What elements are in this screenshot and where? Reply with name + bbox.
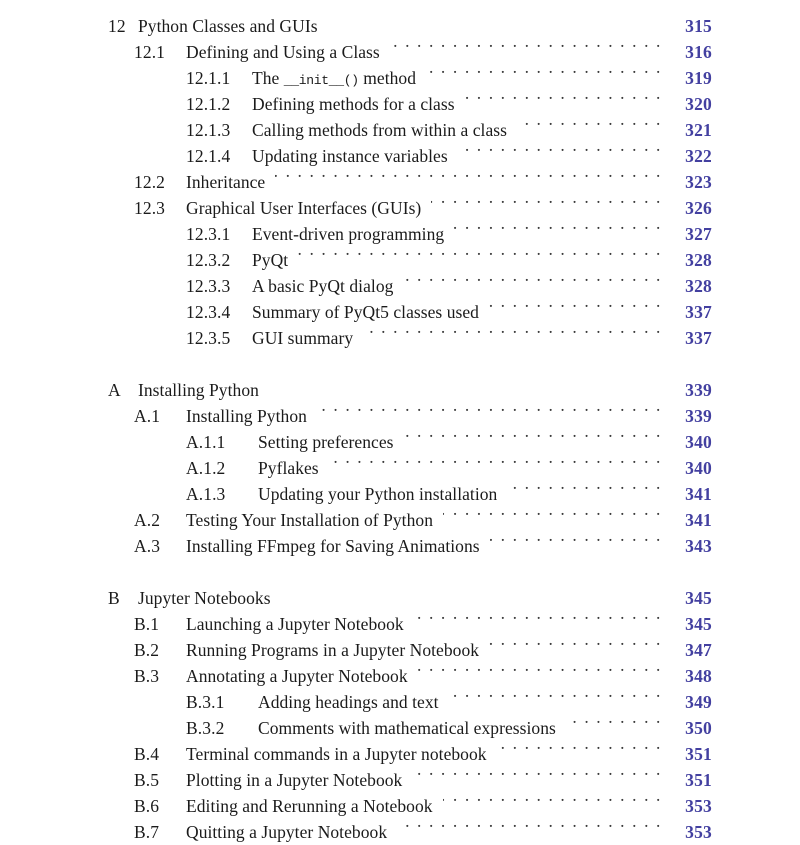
toc-page-number[interactable]: 349	[685, 692, 712, 712]
toc-entry-list	[0, 6, 800, 842]
toc-page-number[interactable]: 319	[685, 68, 712, 88]
toc-leader-dots	[454, 214, 662, 240]
toc-leader-dots	[489, 630, 662, 656]
toc-entry[interactable]	[0, 370, 800, 400]
toc-entry-number: 12.3.4	[186, 302, 231, 322]
toc-entry-title	[252, 65, 416, 94]
toc-page-number[interactable]: 340	[685, 458, 712, 478]
toc-page-number[interactable]: 353	[685, 796, 712, 816]
toc-entry-number: B.1	[134, 614, 160, 634]
toc-entry-number: A.2	[134, 510, 161, 530]
toc-leader-dots	[269, 370, 662, 396]
toc-page-number[interactable]: 328	[685, 276, 712, 296]
toc-entry-title: Inheritance	[186, 172, 266, 192]
toc-entry-number: B.3.1	[186, 692, 225, 712]
toc-leader-dots	[431, 188, 662, 214]
toc-entry-title-code: __init__()	[283, 73, 359, 88]
toc-entry-number: 12.3	[134, 198, 166, 218]
toc-entry-number: A.1.1	[186, 432, 226, 452]
toc-entry-number: 12.3.3	[186, 276, 231, 296]
toc-entry-number: B.5	[134, 770, 160, 790]
toc-entry-number: B.3	[134, 666, 160, 686]
toc-entry[interactable]	[0, 6, 800, 36]
toc-entry-number: 12.3.1	[186, 224, 231, 244]
toc-entry-number: 12.1.1	[186, 68, 231, 88]
toc-page-number[interactable]: 321	[685, 120, 712, 140]
toc-page-number[interactable]: 341	[685, 510, 712, 530]
toc-entry-title: Editing and Rerunning a Notebook	[186, 796, 433, 816]
toc-entry-title: A basic PyQt dialog	[252, 276, 394, 296]
toc-page-number[interactable]: 323	[685, 172, 712, 192]
toc-page-number[interactable]: 327	[685, 224, 712, 244]
toc-entry-title: Launching a Jupyter Notebook	[186, 614, 404, 634]
toc-entry-number: B.2	[134, 640, 160, 660]
toc-entry-title: Adding headings and text	[258, 692, 439, 712]
toc-entry-number: B	[108, 588, 120, 608]
toc-page-number[interactable]: 348	[685, 666, 712, 686]
toc-page-number[interactable]: 328	[685, 250, 712, 270]
toc-entry-number: A.1	[134, 406, 161, 426]
toc-page-number[interactable]: 351	[685, 770, 712, 790]
toc-entry-title: Installing Python	[138, 380, 259, 400]
toc-leader-dots	[281, 578, 662, 604]
toc-page-number[interactable]: 353	[685, 822, 712, 842]
toc-entry[interactable]	[0, 578, 800, 608]
toc-page-number[interactable]: 350	[685, 718, 712, 738]
toc-page-number[interactable]: 326	[685, 198, 712, 218]
toc-page-number[interactable]: 340	[685, 432, 712, 452]
toc-page-number[interactable]: 345	[685, 614, 712, 634]
toc-leader-dots	[390, 32, 662, 58]
toc-entry-title: Comments with mathematical expressions	[258, 718, 556, 738]
toc-leader-dots	[426, 58, 662, 84]
toc-page-number[interactable]: 347	[685, 640, 712, 660]
toc-page-number[interactable]: 339	[685, 380, 712, 400]
toc-entry-title: Jupyter Notebooks	[138, 588, 271, 608]
toc-entry-title: Defining and Using a Class	[186, 42, 380, 62]
toc-entry-number: B.7	[134, 822, 160, 842]
toc-page-number[interactable]: 320	[685, 94, 712, 114]
toc-leader-dots	[507, 474, 662, 500]
toc-entry-title: Defining methods for a class	[252, 94, 455, 114]
toc-leader-dots	[275, 162, 662, 188]
toc-entry-title: GUI summary	[252, 328, 354, 348]
toc-page-number[interactable]: 343	[685, 536, 712, 556]
toc-entry-number: 12.1.3	[186, 120, 231, 140]
toc-leader-dots	[443, 786, 662, 812]
toc-entry-number: A.1.3	[186, 484, 226, 504]
toc-entry-title: Graphical User Interfaces (GUIs)	[186, 198, 422, 218]
toc-leader-dots	[403, 266, 662, 292]
toc-leader-dots	[298, 240, 662, 266]
toc-leader-dots	[414, 604, 662, 630]
toc-page-number[interactable]: 339	[685, 406, 712, 426]
toc-leader-dots	[363, 318, 662, 344]
toc-page-number[interactable]: 316	[685, 42, 712, 62]
toc-entry-number: A.3	[134, 536, 161, 556]
toc-leader-dots	[465, 84, 662, 110]
toc-page-number[interactable]: 345	[685, 588, 712, 608]
toc-leader-dots	[329, 448, 662, 474]
toc-leader-dots	[490, 526, 662, 552]
toc-page-number[interactable]: 337	[685, 328, 712, 348]
toc-entry-title: Running Programs in a Jupyter Notebook	[186, 640, 480, 660]
toc-entry-title: Updating instance variables	[252, 146, 448, 166]
toc-entry-title: Python Classes and GUIs	[138, 16, 318, 36]
toc-entry-number: 12.1	[134, 42, 166, 62]
toc-entry-number: B.4	[134, 744, 160, 764]
toc-leader-dots	[404, 422, 662, 448]
toc-entry-number: 12.3.5	[186, 328, 231, 348]
toc-entry-title: Event-driven programming	[252, 224, 445, 244]
toc-leader-dots	[317, 396, 662, 422]
toc-leader-dots	[443, 500, 662, 526]
toc-leader-dots	[449, 682, 662, 708]
toc-entry-title: Plotting in a Jupyter Notebook	[186, 770, 403, 790]
toc-entry-number: A.1.2	[186, 458, 226, 478]
toc-entry-number: B.3.2	[186, 718, 225, 738]
toc-entry-number: A	[108, 380, 121, 400]
toc-entry-number: 12.1.4	[186, 146, 231, 166]
toc-leader-dots	[397, 812, 662, 838]
toc-entry-title-prefix: The	[252, 68, 284, 88]
toc-entry-title: Summary of PyQt5 classes used	[252, 302, 479, 322]
toc-leader-dots	[517, 110, 662, 136]
toc-entry-title: Installing Python	[186, 406, 307, 426]
toc-page-number[interactable]: 337	[685, 302, 712, 322]
toc-entry-number: 12.2	[134, 172, 166, 192]
toc-leader-dots	[458, 136, 662, 162]
toc-leader-dots	[489, 292, 662, 318]
toc-entry-title: Quitting a Jupyter Notebook	[186, 822, 388, 842]
toc-entry-title: Calling methods from within a class	[252, 120, 507, 140]
toc-entry-number: B.6	[134, 796, 160, 816]
toc-entry-title: Testing Your Installation of Python	[186, 510, 433, 530]
toc-entry-title-suffix: method	[358, 68, 417, 88]
toc-leader-dots	[412, 760, 662, 786]
toc-entry-title: Updating your Python installation	[258, 484, 498, 504]
toc-entry-number: 12	[108, 16, 126, 36]
toc-page-number[interactable]: 341	[685, 484, 712, 504]
toc-entry-title: PyQt	[252, 250, 289, 270]
toc-leader-dots	[566, 708, 662, 734]
toc-page-number[interactable]: 351	[685, 744, 712, 764]
toc-entry-title: Setting preferences	[258, 432, 394, 452]
toc-leader-dots	[497, 734, 662, 760]
toc-page-number[interactable]: 322	[685, 146, 712, 166]
toc-leader-dots	[418, 656, 662, 682]
toc-entry-number: 12.3.2	[186, 250, 231, 270]
toc-page-number[interactable]: 315	[685, 16, 712, 36]
toc-entry-title: Pyflakes	[258, 458, 319, 478]
toc-entry-title: Terminal commands in a Jupyter notebook	[186, 744, 487, 764]
toc-entry-number: 12.1.2	[186, 94, 231, 114]
toc-entry-title: Installing FFmpeg for Saving Animations	[186, 536, 480, 556]
toc-leader-dots	[328, 6, 662, 32]
toc-entry-title: Annotating a Jupyter Notebook	[186, 666, 408, 686]
